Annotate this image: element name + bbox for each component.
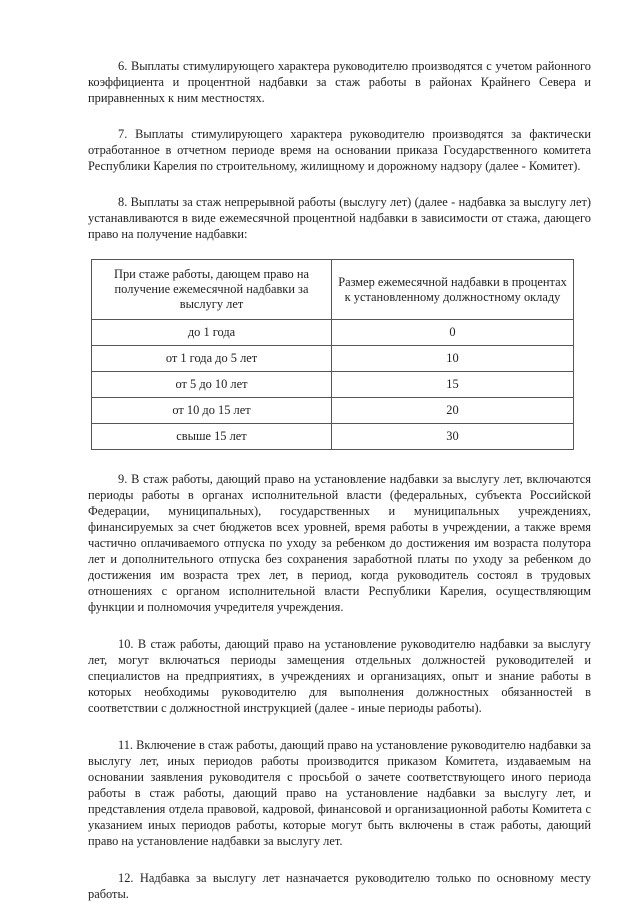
header-allowance-percent: Размер ежемесячной надбавки в процентах к установленному должностному окладу xyxy=(332,260,574,320)
paragraph-11: 11. Включение в стаж работы, дающий право на установление руководителю надбавки за выслугу лет, иных периодов работы производится приказом Комитета, издаваемым на основании заявления руководителя с просьбой о зачете соответствующего иного периода работы в стаж работы, дающий право на установление надбавки за выслугу лет, и представления отдела правовой, кадровой, финансовой и организационной работы Комитета с указанием иных периодов работы, которые могут быть включены в стаж работы, дающий право на установление надбавки за выслугу лет. xyxy=(88,738,591,848)
cell-percent: 20 xyxy=(332,398,574,424)
cell-period: свыше 15 лет xyxy=(92,424,332,450)
cell-percent: 10 xyxy=(332,346,574,372)
paragraph-9: 9. В стаж работы, дающий право на установление надбавки за выслугу лет, включаются периоды работы в органах исполнительной власти (федеральных, субъекта Российской Федерации, муниципальных), государственных и муниципальных учреждениях, финансируемых за счет бюджетов всех уровней, время работы в учреждении, а также время частично оплачиваемого отпуска по уходу за ребенком до достижения им возраста полутора лет и дополнительного отпуска без сохранения заработной платы по уходу за ребенком до достижения им возраста трех лет, в период, когда руководитель состоял в трудовых отношениях с органом исполнительной власти Республики Карелия, осуществляющим функции и полномочия учредителя учреждения. xyxy=(88,472,591,614)
paragraph-12: 12. Надбавка за выслугу лет назначается руководителю только по основному месту работы. xyxy=(88,871,591,901)
header-seniority-period: При стаже работы, дающем право на получение ежемесячной надбавки за выслугу лет xyxy=(92,260,332,320)
cell-percent: 30 xyxy=(332,424,574,450)
paragraph-7: 7. Выплаты стимулирующего характера руководителю производятся за фактически отработанное в отчетном периоде время на основании приказа Государственного комитета Республики Карелия по строительному, жилищному и дорожному надзору (далее - Комитет). xyxy=(88,127,591,173)
table-row xyxy=(92,372,574,398)
table-row xyxy=(92,398,574,424)
seniority-allowance-table xyxy=(91,259,574,450)
cell-period: от 10 до 15 лет xyxy=(92,398,332,424)
cell-period: от 5 до 10 лет xyxy=(92,372,332,398)
table-row xyxy=(92,320,574,346)
paragraph-8: 8. Выплаты за стаж непрерывной работы (выслугу лет) (далее - надбавка за выслугу лет) устанавливаются в виде ежемесячной процентной надбавки в зависимости от стажа, дающего право на получение надбавки: xyxy=(88,195,591,241)
paragraph-6: 6. Выплаты стимулирующего характера руководителю производятся с учетом районного коэффициента и процентной надбавки за стаж работы в районах Крайнего Севера и приравненных к ним местностях. xyxy=(88,59,591,105)
cell-period: до 1 года xyxy=(92,320,332,346)
cell-percent: 0 xyxy=(332,320,574,346)
cell-percent: 15 xyxy=(332,372,574,398)
table-row xyxy=(92,424,574,450)
table-header-row xyxy=(92,260,574,320)
table-row xyxy=(92,346,574,372)
document-page xyxy=(88,58,591,902)
cell-period: от 1 года до 5 лет xyxy=(92,346,332,372)
paragraph-10: 10. В стаж работы, дающий право на установление руководителю надбавки за выслугу лет, могут включаться периоды замещения отдельных должностей руководителей и специалистов на предприятиях, в учреждениях и организациях, опыт и знание работы в которых необходимы руководителю для выполнения должностных обязанностей в соответствии с должностной инструкцией (далее - иные периоды работы). xyxy=(88,637,591,715)
